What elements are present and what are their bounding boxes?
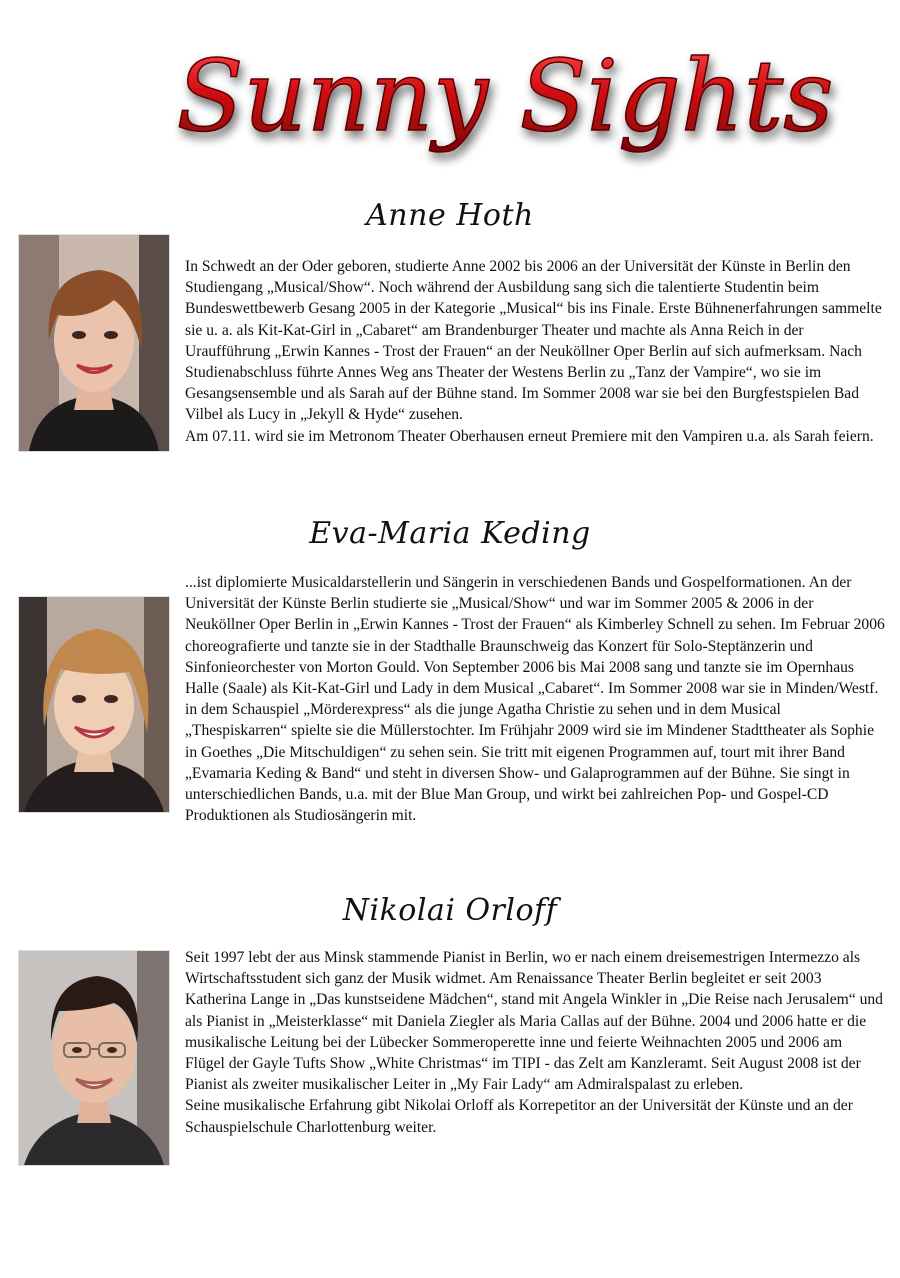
bio-nikolai-orloff: Seit 1997 lebt der aus Minsk stammende Pianist in Berlin, wo er nach einem dreisemestrigen Intermezzo als Wirtschaftsstudent sich ganz der Musik widmet. Am Renaissance Theater Berlin begleitet er seit 2003 Katherina Lange in „Das kunstseidene Mädchen“, stand mit Angela Winkler in „Die Reise nach Jerusalem“ und als Pianist in „Meisterklasse“ mit Daniela Ziegler als Maria Callas auf der Bühne. 2004 und 2006 hatte er die musikalische Leitung bei der Lübecker Sommeroperette inne und feierte Weihnachten 2005 und 2006 am Flügel der Gayle Tufts Show „White Christmas“ im TIPI - das Zelt am Kanzleramt. Seit August 2008 ist der Pianist als zweiter musikalischer Leiter in „My Fair Lady“ am Admiralspalast zu erleben. Seine musikalische Erfahrung gibt Nikolai Orloff als Korrepetitor an der Universität der Künste und an der Schauspielschule Charlottenburg weiter.	[185, 949, 883, 1136]
bio-eva-maria-keding: ...ist diplomierte Musicaldarstellerin und Sängerin in verschiedenen Bands und Gospelformationen. An der Universität der Künste Berlin studierte sie „Musical/Show“ und war im Sommer 2005 & 2006 in der Neuköllner Oper Berlin in „Erwin Kannes - Trost der Frauen“ als Kimberley Schnell zu sehen. Im Februar 2006 choreografierte und tanzte sie in der Stadthalle Braunschweig das Konzert für Solo-Steptänzerin und Sinfonieorchester von Morton Gould. Von September 2006 bis Mai 2008 sang und tanzte sie im Opernhaus Halle (Saale) als Kit-Kat-Girl und Lady in dem Musical „Cabaret“. Im Sommer 2008 war sie in Minden/Westf. in dem Schauspiel „Mörderexpress“ als die junge Agatha Christie zu sehen und in dem Musical „Thespiskarren“ spielte sie die Müllerstochter. Im Frühjahr 2009 wird sie im Mindener Stadttheater als Sophie in Goethes „Die Mitschuldigen“ zu sehen sein. Sie tritt mit eigenen Programmen auf, tourt mit ihrer Band „Evamaria Keding & Band“ und steht in diversen Show- und Galaprogrammen auf der Bühne. Sie singt in unterschiedlichen Bands, u.a. mit der Blue Man Group, und wirkt bei zahlreichen Pop- und Gospel-CD Produktionen als Studiosängerin mit.	[185, 574, 885, 825]
portrait-woman-blonde-hair-icon	[19, 597, 169, 812]
person-name-nikolai-orloff: Nikolai Orloff	[342, 893, 558, 928]
photo-nikolai-orloff	[18, 950, 170, 1166]
person-name-eva-maria-keding: Eva-Maria Keding	[309, 516, 591, 551]
person-name-anne-hoth: Anne Hoth	[366, 198, 534, 233]
bio-anne-hoth: In Schwedt an der Oder geboren, studierte Anne 2002 bis 2006 an der Universität der Künste in Berlin den Studiengang „Musical/Show“. Noch während der Ausbildung sang sich die talentierte Studentin beim Bundeswettbewerb Gesang 2005 in der Kategorie „Musical“ bis ins Finale. Erste Bühnenerfahrungen sammelte sie u. a. als Kit-Kat-Girl in „Cabaret“ am Brandenburger Theater und machte als Anna Reich in der Uraufführung „Erwin Kannes - Trost der Frauen“ an der Neuköllner Oper Berlin auf sich aufmerksam. Nach Studienabschluss führte Annes Weg ans Theater der Westens Berlin zu „Tanz der Vampire“, wo sie im Gesangsensemble und als Sarah auf der Bühne stand. Im Sommer 2008 war sie bei den Burgfestspielen Bad Vilbel als Lucy in „Jekyll & Hyde“ zusehen. Am 07.11. wird sie im Metronom Theater Oberhausen erneut Premiere mit den Vampiren u.a. als Sarah feiern.	[185, 258, 882, 445]
logo	[0, 28, 900, 178]
photo-eva-maria-keding	[18, 596, 170, 813]
portrait-woman-brown-hair-icon	[19, 235, 169, 451]
portrait-man-glasses-icon	[19, 951, 169, 1165]
photo-anne-hoth	[18, 234, 170, 452]
logo-text: Sunny Sights	[176, 40, 834, 154]
logo-graphic	[0, 28, 900, 178]
